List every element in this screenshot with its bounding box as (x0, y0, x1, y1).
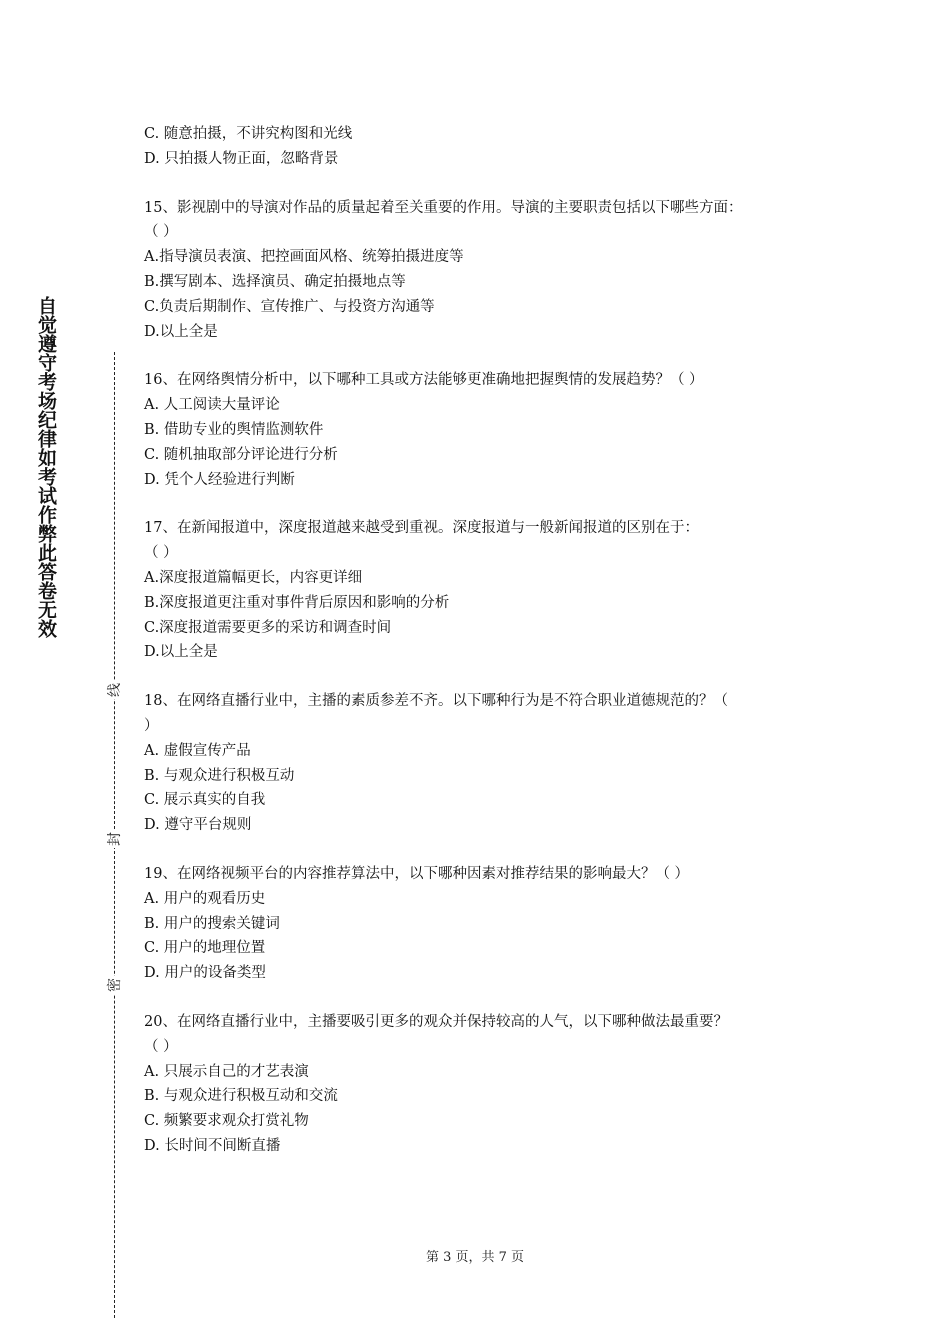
question-20 (144, 1010, 824, 1159)
option-item: A.指导演员表演、把控画面风格、统筹拍摄进度等 (144, 249, 464, 266)
exam-discipline-warning: 自觉遵守考场纪律如考试作弊此答卷无效 (35, 296, 57, 638)
option-item: C. 展示真实的自我 (144, 792, 266, 809)
question-stem: 17、在新闻报道中，深度报道越来越受到重视。深度报道与一般新闻报道的区别在于： (144, 520, 699, 537)
option-item: C. 用户的地理位置 (144, 940, 266, 957)
option-item: B.深度报道更注重对事件背后原因和影响的分析 (144, 594, 450, 611)
page-number-footer (0, 1246, 950, 1265)
option-item: C. 随机抽取部分评论进行分析 (144, 446, 338, 463)
question-stem-continued: （ ） (144, 224, 178, 241)
continued-options (144, 122, 824, 172)
option-item: C. 频繁要求观众打赏礼物 (144, 1113, 309, 1130)
question-19 (144, 862, 824, 986)
question-stem: 19、在网络视频平台的内容推荐算法中，以下哪种因素对推荐结果的影响最大？（ ） (144, 865, 690, 882)
option-item: B. 与观众进行积极互动 (144, 767, 295, 784)
question-stem: 20、在网络直播行业中，主播要吸引更多的观众并保持较高的人气，以下哪种做法最重要？ (144, 1013, 728, 1030)
option-item: C.深度报道需要更多的采访和调查时间 (144, 619, 392, 636)
question-15 (144, 196, 824, 345)
question-stem-continued: （ ） (144, 1038, 178, 1055)
binding-line-char: 线 (107, 683, 123, 697)
option-item: C.负责后期制作、宣传推广、与投资方沟通等 (144, 298, 435, 315)
option-item: D. 长时间不间断直播 (144, 1137, 281, 1154)
binding-secret-char: 密 (107, 978, 123, 992)
option-item: D. 用户的设备类型 (144, 965, 266, 982)
binding-seal-char: 封 (107, 832, 123, 846)
option-item: B.撰写剧本、选择演员、确定拍摄地点等 (144, 273, 406, 290)
question-stem: 16、在网络舆情分析中，以下哪种工具或方法能够更准确地把握舆情的发展趋势？（ ） (144, 372, 704, 389)
option-item: D.以上全是 (144, 644, 218, 661)
page-number-text: 第 3 页，共 7 页 (425, 1250, 525, 1265)
option-item: D. 只拍摄人物正面，忽略背景 (144, 150, 339, 167)
option-item: B. 用户的搜索关键词 (144, 915, 280, 932)
option-item: D.以上全是 (144, 323, 218, 340)
option-item: A.深度报道篇幅更长，内容更详细 (144, 569, 363, 586)
question-18 (144, 689, 824, 838)
option-item: B. 与观众进行积极互动和交流 (144, 1088, 338, 1105)
question-stem-continued: （ ） (144, 545, 178, 562)
question-content (144, 122, 824, 1159)
option-item: C. 随意拍摄，不讲究构图和光线 (144, 126, 353, 142)
option-item: B. 借助专业的舆情监测软件 (144, 421, 324, 438)
option-item: D. 凭个人经验进行判断 (144, 471, 295, 488)
option-item: A. 只展示自己的才艺表演 (144, 1063, 309, 1080)
question-stem: 18、在网络直播行业中，主播的素质参差不齐。以下哪种行为是不符合职业道德规范的？（ (144, 693, 728, 710)
question-stem-continued: ） (144, 717, 159, 734)
question-17 (144, 516, 824, 665)
question-stem: 15、影视剧中的导演对作品的质量起着至关重要的作用。导演的主要职责包括以下哪些方面： (144, 199, 743, 216)
option-item: A. 人工阅读大量评论 (144, 397, 280, 414)
option-item: A. 虚假宣传产品 (144, 742, 251, 759)
option-item: A. 用户的观看历史 (144, 890, 266, 907)
question-16 (144, 368, 824, 492)
option-item: D. 遵守平台规则 (144, 817, 252, 834)
